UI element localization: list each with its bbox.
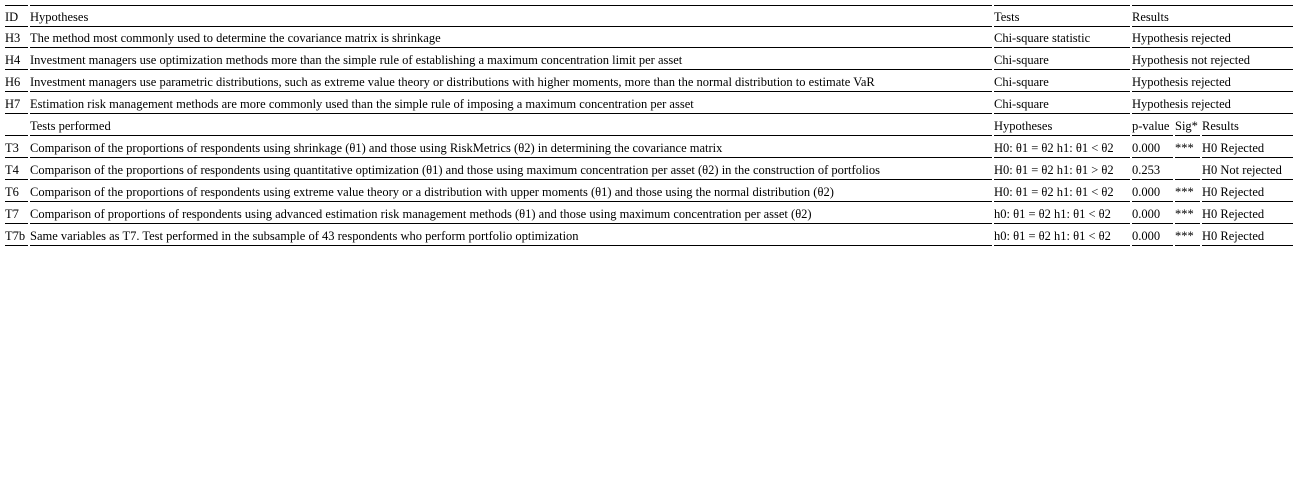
row-hypothesis: Estimation risk management methods are more commonly used than the simple rule of imposing a maximum concentration per asset (30, 93, 992, 114)
row-result: H0 Not rejected (1202, 159, 1293, 180)
table-row (5, 203, 1293, 225)
table-row (5, 137, 1293, 159)
row-hypothesis: Investment managers use optimization methods more than the simple rule of establishing a maximum concentration limit per asset (30, 49, 992, 70)
row-result: Hypothesis rejected (1132, 27, 1293, 48)
row-test: Chi-square (994, 71, 1130, 92)
header-hypotheses: Hypotheses (994, 115, 1130, 136)
row-hypotheses: h0: θ1 = θ2 h1: θ1 < θ2 (994, 203, 1130, 224)
results-table (5, 5, 1293, 247)
row-test-description: Comparison of the proportions of respondents using quantitative optimization (θ1) and those using maximum concentration per asset (θ2) in the construction of portfolios (30, 159, 992, 180)
row-test-description: Comparison of the proportions of respondents using shrinkage (θ1) and those using RiskMetrics (θ2) in determining the covariance matrix (30, 137, 992, 158)
header-p-value: p-value (1132, 115, 1173, 136)
row-hypothesis: The method most commonly used to determine the covariance matrix is shrinkage (30, 27, 992, 48)
row-test-description: Same variables as T7. Test performed in the subsample of 43 respondents who perform portfolio optimization (30, 225, 992, 246)
row-result: H0 Rejected (1202, 137, 1293, 158)
row-hypotheses: h0: θ1 = θ2 h1: θ1 < θ2 (994, 225, 1130, 246)
table-row (5, 159, 1293, 181)
row-id: H3 (5, 27, 28, 48)
row-result: H0 Rejected (1202, 181, 1293, 202)
table-row (5, 71, 1293, 93)
row-hypotheses: H0: θ1 = θ2 h1: θ1 > θ2 (994, 159, 1130, 180)
row-id: H7 (5, 93, 28, 114)
row-result: H0 Rejected (1202, 203, 1293, 224)
table-row (5, 93, 1293, 115)
row-id: T4 (5, 159, 28, 180)
row-result: Hypothesis not rejected (1132, 49, 1293, 70)
row-sig: *** (1175, 203, 1200, 224)
row-id: T3 (5, 137, 28, 158)
row-p-value: 0.000 (1132, 137, 1173, 158)
row-test-description: Comparison of the proportions of respondents using extreme value theory or a distribution with upper moments (θ1) and those using the normal distribution (θ2) (30, 181, 992, 202)
row-test: Chi-square (994, 93, 1130, 114)
row-id: T6 (5, 181, 28, 202)
row-test-description: Comparison of proportions of respondents using advanced estimation risk management methods (θ1) and those using maximum concentration per asset (θ2) (30, 203, 992, 224)
row-hypothesis: Investment managers use parametric distributions, such as extreme value theory or distributions with higher moments, more than the normal distribution to estimate VaR (30, 71, 992, 92)
header-test-id (5, 115, 28, 136)
header-tests: Tests (994, 5, 1130, 27)
header-results: Results (1132, 5, 1293, 27)
header-sig: Sig* (1175, 115, 1200, 136)
row-test: Chi-square (994, 49, 1130, 70)
row-sig: *** (1175, 181, 1200, 202)
row-result: Hypothesis rejected (1132, 71, 1293, 92)
top-header-row (5, 5, 1293, 27)
header-id: ID (5, 5, 28, 27)
row-sig (1175, 159, 1200, 180)
table-row (5, 49, 1293, 71)
row-p-value: 0.000 (1132, 225, 1173, 246)
row-id: H4 (5, 49, 28, 70)
row-result: H0 Rejected (1202, 225, 1293, 246)
bottom-header-row (5, 115, 1293, 137)
row-id: H6 (5, 71, 28, 92)
table-row (5, 181, 1293, 203)
header-results: Results (1202, 115, 1293, 136)
row-hypotheses: H0: θ1 = θ2 h1: θ1 < θ2 (994, 181, 1130, 202)
header-tests-performed: Tests performed (30, 115, 992, 136)
row-result: Hypothesis rejected (1132, 93, 1293, 114)
table-row (5, 27, 1293, 49)
row-test: Chi-square statistic (994, 27, 1130, 48)
header-hypotheses: Hypotheses (30, 5, 992, 27)
row-id: T7 (5, 203, 28, 224)
row-hypotheses: H0: θ1 = θ2 h1: θ1 < θ2 (994, 137, 1130, 158)
row-sig: *** (1175, 137, 1200, 158)
row-id: T7b (5, 225, 28, 246)
row-p-value: 0.253 (1132, 159, 1173, 180)
row-p-value: 0.000 (1132, 181, 1173, 202)
row-p-value: 0.000 (1132, 203, 1173, 224)
table-row (5, 225, 1293, 247)
row-sig: *** (1175, 225, 1200, 246)
